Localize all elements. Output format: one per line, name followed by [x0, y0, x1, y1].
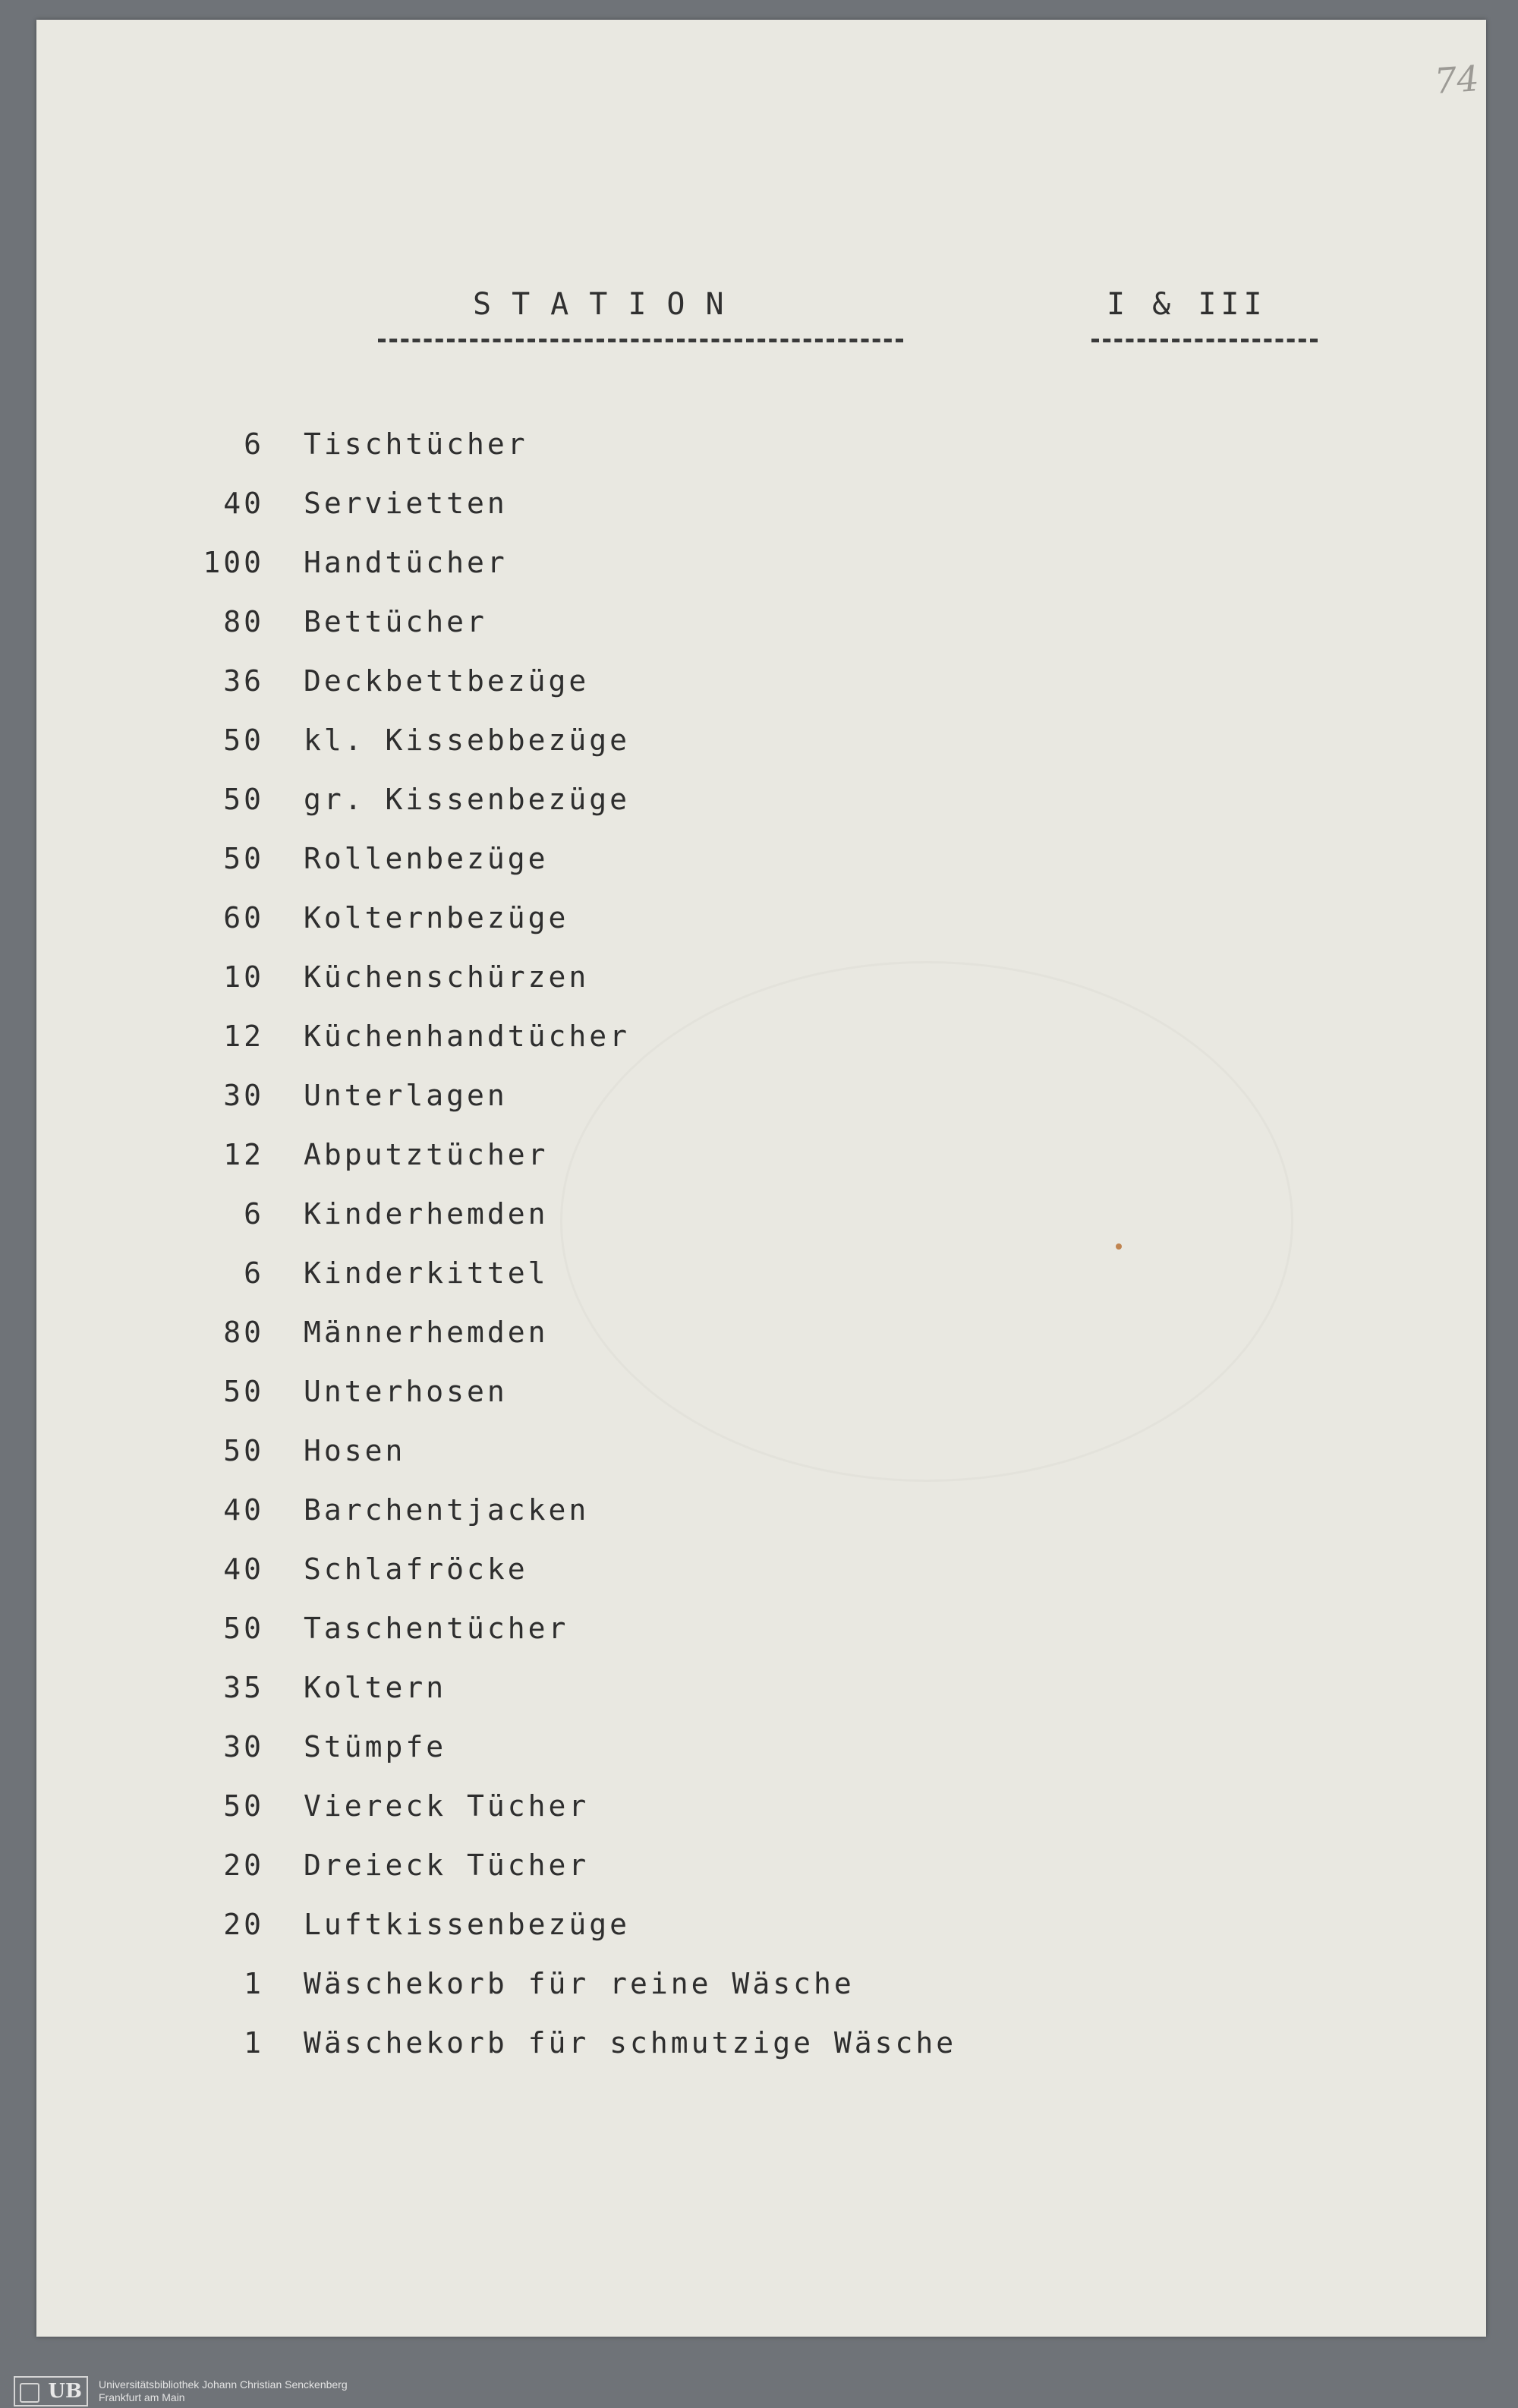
- item-name: Servietten: [304, 487, 508, 520]
- item-quantity: 50: [223, 1434, 264, 1467]
- item-name: Bettücher: [304, 605, 487, 638]
- inventory-list: [181, 414, 956, 2072]
- list-item: [181, 1895, 956, 1954]
- item-name: Luftkissenbezüge: [304, 1908, 631, 1941]
- list-item: [181, 1540, 956, 1599]
- item-name: Kinderkittel: [304, 1256, 549, 1290]
- list-item: [181, 770, 956, 829]
- item-quantity: 40: [223, 1493, 264, 1527]
- heading-underline: [378, 339, 903, 342]
- item-quantity: 50: [223, 842, 264, 875]
- footer-bar: [0, 2375, 1518, 2408]
- item-name: Stümpfe: [304, 1730, 447, 1763]
- list-item: [181, 592, 956, 651]
- heading-title: STATION: [473, 287, 745, 322]
- item-name: Wäschekorb für schmutzige Wäsche: [304, 2026, 957, 2060]
- item-name: Deckbettbezüge: [304, 664, 590, 698]
- item-quantity: 80: [223, 605, 264, 638]
- item-quantity: 50: [223, 1375, 264, 1408]
- page-number: 74: [1433, 58, 1481, 102]
- item-quantity: 100: [203, 546, 264, 579]
- item-quantity: 30: [223, 1079, 264, 1112]
- item-quantity: 50: [223, 1612, 264, 1645]
- ub-logo: UB: [14, 2376, 88, 2406]
- item-quantity: 60: [223, 901, 264, 935]
- list-item: [181, 1954, 956, 2013]
- list-item: [181, 1776, 956, 1836]
- list-item: [181, 1480, 956, 1540]
- document-page: [36, 20, 1486, 2337]
- list-item: [181, 1125, 956, 1184]
- item-quantity: 12: [223, 1020, 264, 1053]
- item-quantity: 50: [223, 783, 264, 816]
- item-quantity: 1: [244, 2026, 264, 2060]
- item-name: Viereck Tücher: [304, 1789, 590, 1823]
- list-item: [181, 474, 956, 533]
- list-item: [181, 1421, 956, 1480]
- item-quantity: 30: [223, 1730, 264, 1763]
- footer-text: [99, 2378, 348, 2404]
- list-item: [181, 947, 956, 1007]
- list-item: [181, 2013, 956, 2072]
- item-quantity: 20: [223, 1908, 264, 1941]
- item-name: Schlafröcke: [304, 1552, 528, 1586]
- item-quantity: 20: [223, 1849, 264, 1882]
- item-name: Koltern: [304, 1671, 447, 1704]
- item-name: Küchenhandtücher: [304, 1020, 631, 1053]
- list-item: [181, 888, 956, 947]
- list-item: [181, 1066, 956, 1125]
- item-name: Kolternbezüge: [304, 901, 569, 935]
- item-quantity: 50: [223, 723, 264, 757]
- item-name: Küchenschürzen: [304, 960, 590, 994]
- list-item: [181, 1836, 956, 1895]
- item-quantity: 10: [223, 960, 264, 994]
- item-name: Abputztücher: [304, 1138, 549, 1171]
- item-name: gr. Kissenbezüge: [304, 783, 631, 816]
- item-quantity: 80: [223, 1316, 264, 1349]
- item-name: Tischtücher: [304, 427, 528, 461]
- item-name: Wäschekorb für reine Wäsche: [304, 1967, 855, 2000]
- item-quantity: 12: [223, 1138, 264, 1171]
- list-item: [181, 1184, 956, 1243]
- item-name: Handtücher: [304, 546, 508, 579]
- station-underline: [1091, 339, 1318, 342]
- item-quantity: 6: [244, 1197, 264, 1231]
- list-item: [181, 1007, 956, 1066]
- item-name: Taschentücher: [304, 1612, 569, 1645]
- list-item: [181, 1599, 956, 1658]
- list-item: [181, 1362, 956, 1421]
- item-name: Dreieck Tücher: [304, 1849, 590, 1882]
- paper-spot: [1116, 1243, 1122, 1250]
- list-item: [181, 1303, 956, 1362]
- item-name: Barchentjacken: [304, 1493, 590, 1527]
- list-item: [181, 533, 956, 592]
- list-item: [181, 711, 956, 770]
- list-item: [181, 1717, 956, 1776]
- item-quantity: 6: [244, 1256, 264, 1290]
- item-name: Männerhemden: [304, 1316, 549, 1349]
- item-name: Unterhosen: [304, 1375, 508, 1408]
- item-name: Rollenbezüge: [304, 842, 549, 875]
- item-quantity: 36: [223, 664, 264, 698]
- item-quantity: 6: [244, 427, 264, 461]
- station-number: I & III: [1107, 287, 1267, 322]
- item-name: Unterlagen: [304, 1079, 508, 1112]
- item-name: Kinderhemden: [304, 1197, 549, 1231]
- item-name: kl. Kissebbezüge: [304, 723, 631, 757]
- item-quantity: 50: [223, 1789, 264, 1823]
- item-quantity: 40: [223, 1552, 264, 1586]
- list-item: [181, 1243, 956, 1303]
- item-quantity: 35: [223, 1671, 264, 1704]
- item-quantity: 40: [223, 487, 264, 520]
- list-item: [181, 829, 956, 888]
- footer-line-2: Frankfurt am Main: [99, 2391, 185, 2403]
- list-item: [181, 651, 956, 711]
- list-item: [181, 414, 956, 474]
- item-name: Hosen: [304, 1434, 406, 1467]
- footer-line-1: Universitätsbibliothek Johann Christian Senckenberg: [99, 2378, 348, 2391]
- list-item: [181, 1658, 956, 1717]
- item-quantity: 1: [244, 1967, 264, 2000]
